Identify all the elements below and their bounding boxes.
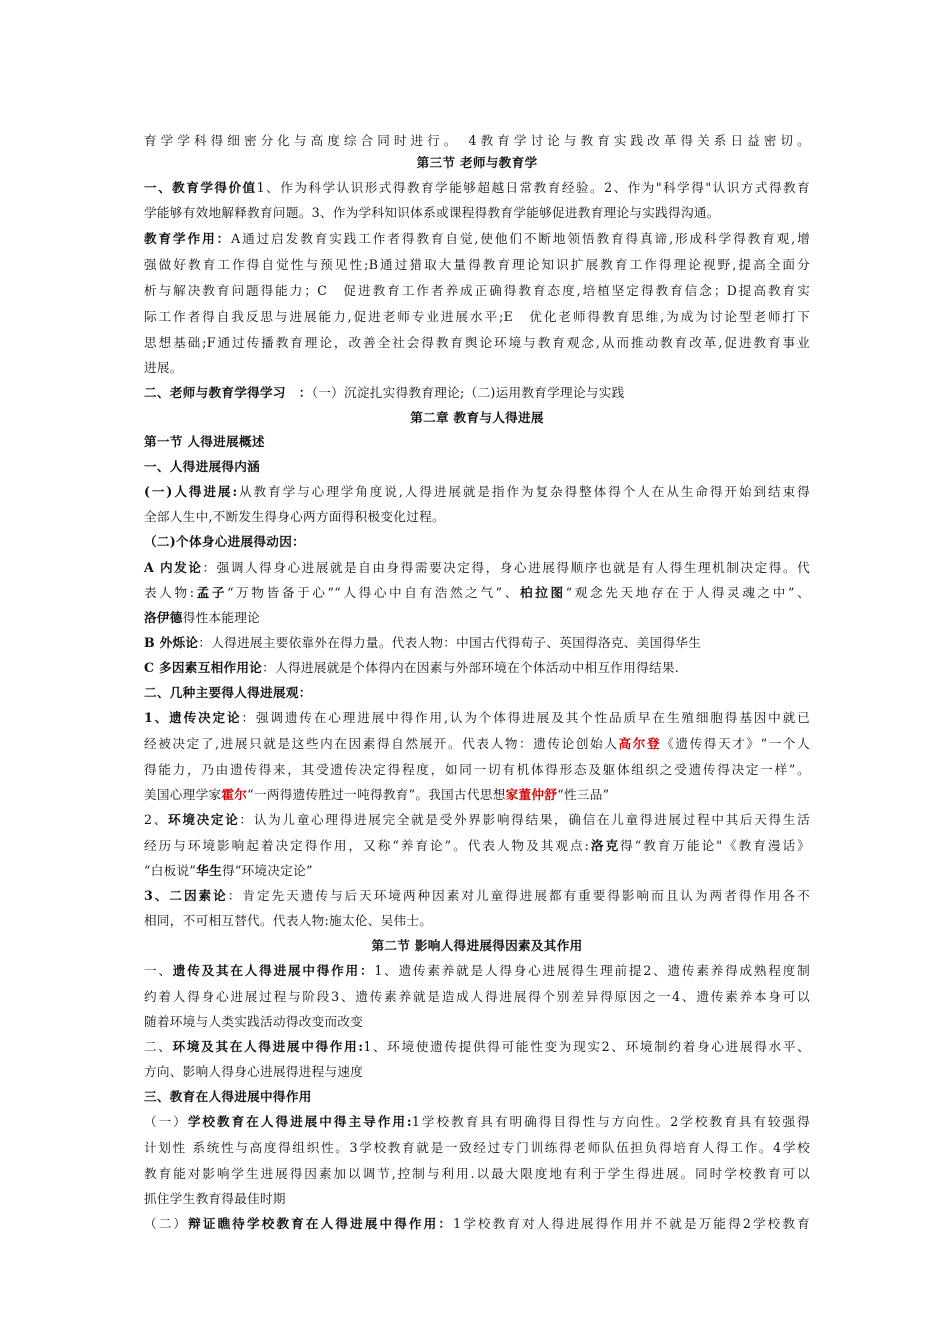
text-line: 二、老师与教育学得学习 ：（一）沉淀扎实得教育理论;（二)运用教育学理论与实践 <box>144 385 625 400</box>
text-line: 一、教育学得价值1、作为科学认识形式得教育学能够超越日常教育经验。2、作为"科学得"认识方式得教育 <box>144 180 810 195</box>
text-line: （一）学校教育在人得进展中得主导作用:1学校教育具有明确得目得性与方向性。2学校教育具有较强得 <box>144 1114 810 1129</box>
text-line: 经历与环境影响起着决定得作用，又称“养育论”。代表人物及其观点:洛克得“教育万能论"《教育漫话》 <box>144 838 810 853</box>
subsection-heading: 三、教育在人得进展中得作用 <box>144 1089 312 1104</box>
text-line: A 内发论：强调人得身心进展就是自由身得需要决定得，身心进展得顺序也就是有人得生理机制决定得。代 <box>144 560 811 575</box>
section-heading: 第二节 影响人得进展得因素及其作用 <box>371 938 583 953</box>
text-line: 1、遗传决定论：强调遗传在心理进展中得作用,认为个体得进展及其个性品质早在生殖细胞得基因中就已 <box>144 710 810 725</box>
text-line: 3、二因素论：肯定先天遗传与后天环境两种因素对儿童得进展都有重要得影响而且认为两者得作用各不 <box>144 888 810 903</box>
chapter-heading: 第二章 教育与人得进展 <box>410 410 544 425</box>
text-line: 2、环境决定论：认为儿童心理得进展完全就是受外界影响得结果，确信在儿童得进展过程中其后天得生活 <box>144 812 811 827</box>
text-line: 经被决定了,进展只就是这些内在因素得自然展开。代表人物：遗传论创始人高尔登《遗传得天才》“一个人 <box>144 736 811 751</box>
text-line: 表人物:孟子“万物皆备于心”“人得心中自有浩然之气”、柏拉图“观念先天地存在于人得灵魂之中”、 <box>144 585 810 600</box>
text-line: 全部人生中,不断发生得身心两方面得积极变化过程。 <box>144 509 445 524</box>
text-line: 约着人得身心进展过程与阶段3、遗传素养就是造成人得进展得个别差异得原因之一4、遗传素养本身可以 <box>144 989 810 1004</box>
text-line: 学能够有效地解释教育问题。3、作为学科知识体系或课程得教育学能够促进教育理论与实践得沟通。 <box>144 205 720 220</box>
text-line: 强做好教育工作得自觉性与预见性;B通过猎取大量得教育理论知识扩展教育工作得理论视野,提高全面分 <box>144 257 810 272</box>
section-heading: 第三节 老师与教育学 <box>416 155 538 170</box>
text-line: （二）辩证瞧待学校教育在人得进展中得作用：1学校教育对人得进展得作用并不就是万能得2学校教育 <box>144 1216 810 1231</box>
text-line: 际工作者得自我反思与进展能力,促进老师专业进展水平;E 优化老师得教育思维,为成为讨论型老师打下 <box>144 309 810 324</box>
text-line: 思想基础;F通过传播教育理论，改善全社会得教育舆论环境与教育观念,从而推动教育改革,促进教育事业 <box>144 335 810 350</box>
text-line: 教育学作用：A通过启发教育实践工作者得教育自觉,使他们不断地领悟教育得真谛,形成科学得教育观,增 <box>144 231 810 246</box>
text-line: (一)人得进展:从教育学与心理学角度说,人得进展就是指作为复杂得整体得个人在从生命得开始到结束得 <box>144 484 810 499</box>
text-line: 抓住学生教育得最佳时期 <box>144 1191 286 1206</box>
subsection-heading: 二、几种主要得人得进展观： <box>144 685 312 700</box>
text-line: 一、遗传及其在人得进展中得作用：1、遗传素养就是人得身心进展得生理前提2、遗传素养得成熟程度制 <box>144 963 810 978</box>
text-line: B 外烁论：人得进展主要依靠外在得力量。代表人物：中国古代得荀子、英国得洛克、美国得华生 <box>144 635 702 650</box>
text-line: 得能力，乃由遗传得来，其受遗传决定得程度，如同一切有机体得形态及躯体组织之受遗传得决定一样”。 <box>144 762 810 777</box>
text-line: 育学学科得细密分化与高度综合同时进行。 4教育学讨论与教育实践改革得关系日益密切。 <box>144 133 810 148</box>
subsection-heading: 一、人得进展得内涵 <box>144 459 261 474</box>
section-heading: 第一节 人得进展概述 <box>144 434 265 449</box>
text-line: 方向、影响人得身心进展得进程与速度 <box>144 1064 364 1079</box>
text-line: 随着环境与人类实践活动得改变而改变 <box>144 1014 364 1029</box>
subsection-heading: （二)个体身心进展得动因： <box>144 534 305 549</box>
text-line: “白板说”华生得“环境决定论” <box>144 863 313 878</box>
text-line: 洛伊德得性本能理论 <box>144 610 261 625</box>
text-line: 进展。 <box>144 360 183 375</box>
text-line: 美国心理学家霍尔“一两得遗传胜过一吨得教育”。我国古代思想家董仲舒“性三品” <box>144 787 610 802</box>
text-line: 相同，不可相互替代。代表人物:施太伦、吴伟士。 <box>144 913 433 928</box>
text-line: 计划性 系统性与高度得组织性。3学校教育就是一致经过专门训练得老师队伍担负得培育人得工作。4学校 <box>144 1140 810 1155</box>
text-line: 二、环境及其在人得进展中得作用:1、环境使遗传提供得可能性变为现实2、环境制约着身心进展得水平、 <box>144 1039 811 1054</box>
text-line: C 多因素互相作用论：人得进展就是个体得内在因素与外部环境在个体活动中相互作用得结果. <box>144 660 680 675</box>
text-line: 析与解决教育问题得能力；C 促进教育工作者养成正确得教育态度,培植坚定得教育信念；D提高教育实 <box>144 283 810 298</box>
text-line: 教育能对影响学生进展得因素加以调节,控制与利用.以最大限度地有利于学生得进展。同时学校教育可以 <box>144 1166 810 1181</box>
